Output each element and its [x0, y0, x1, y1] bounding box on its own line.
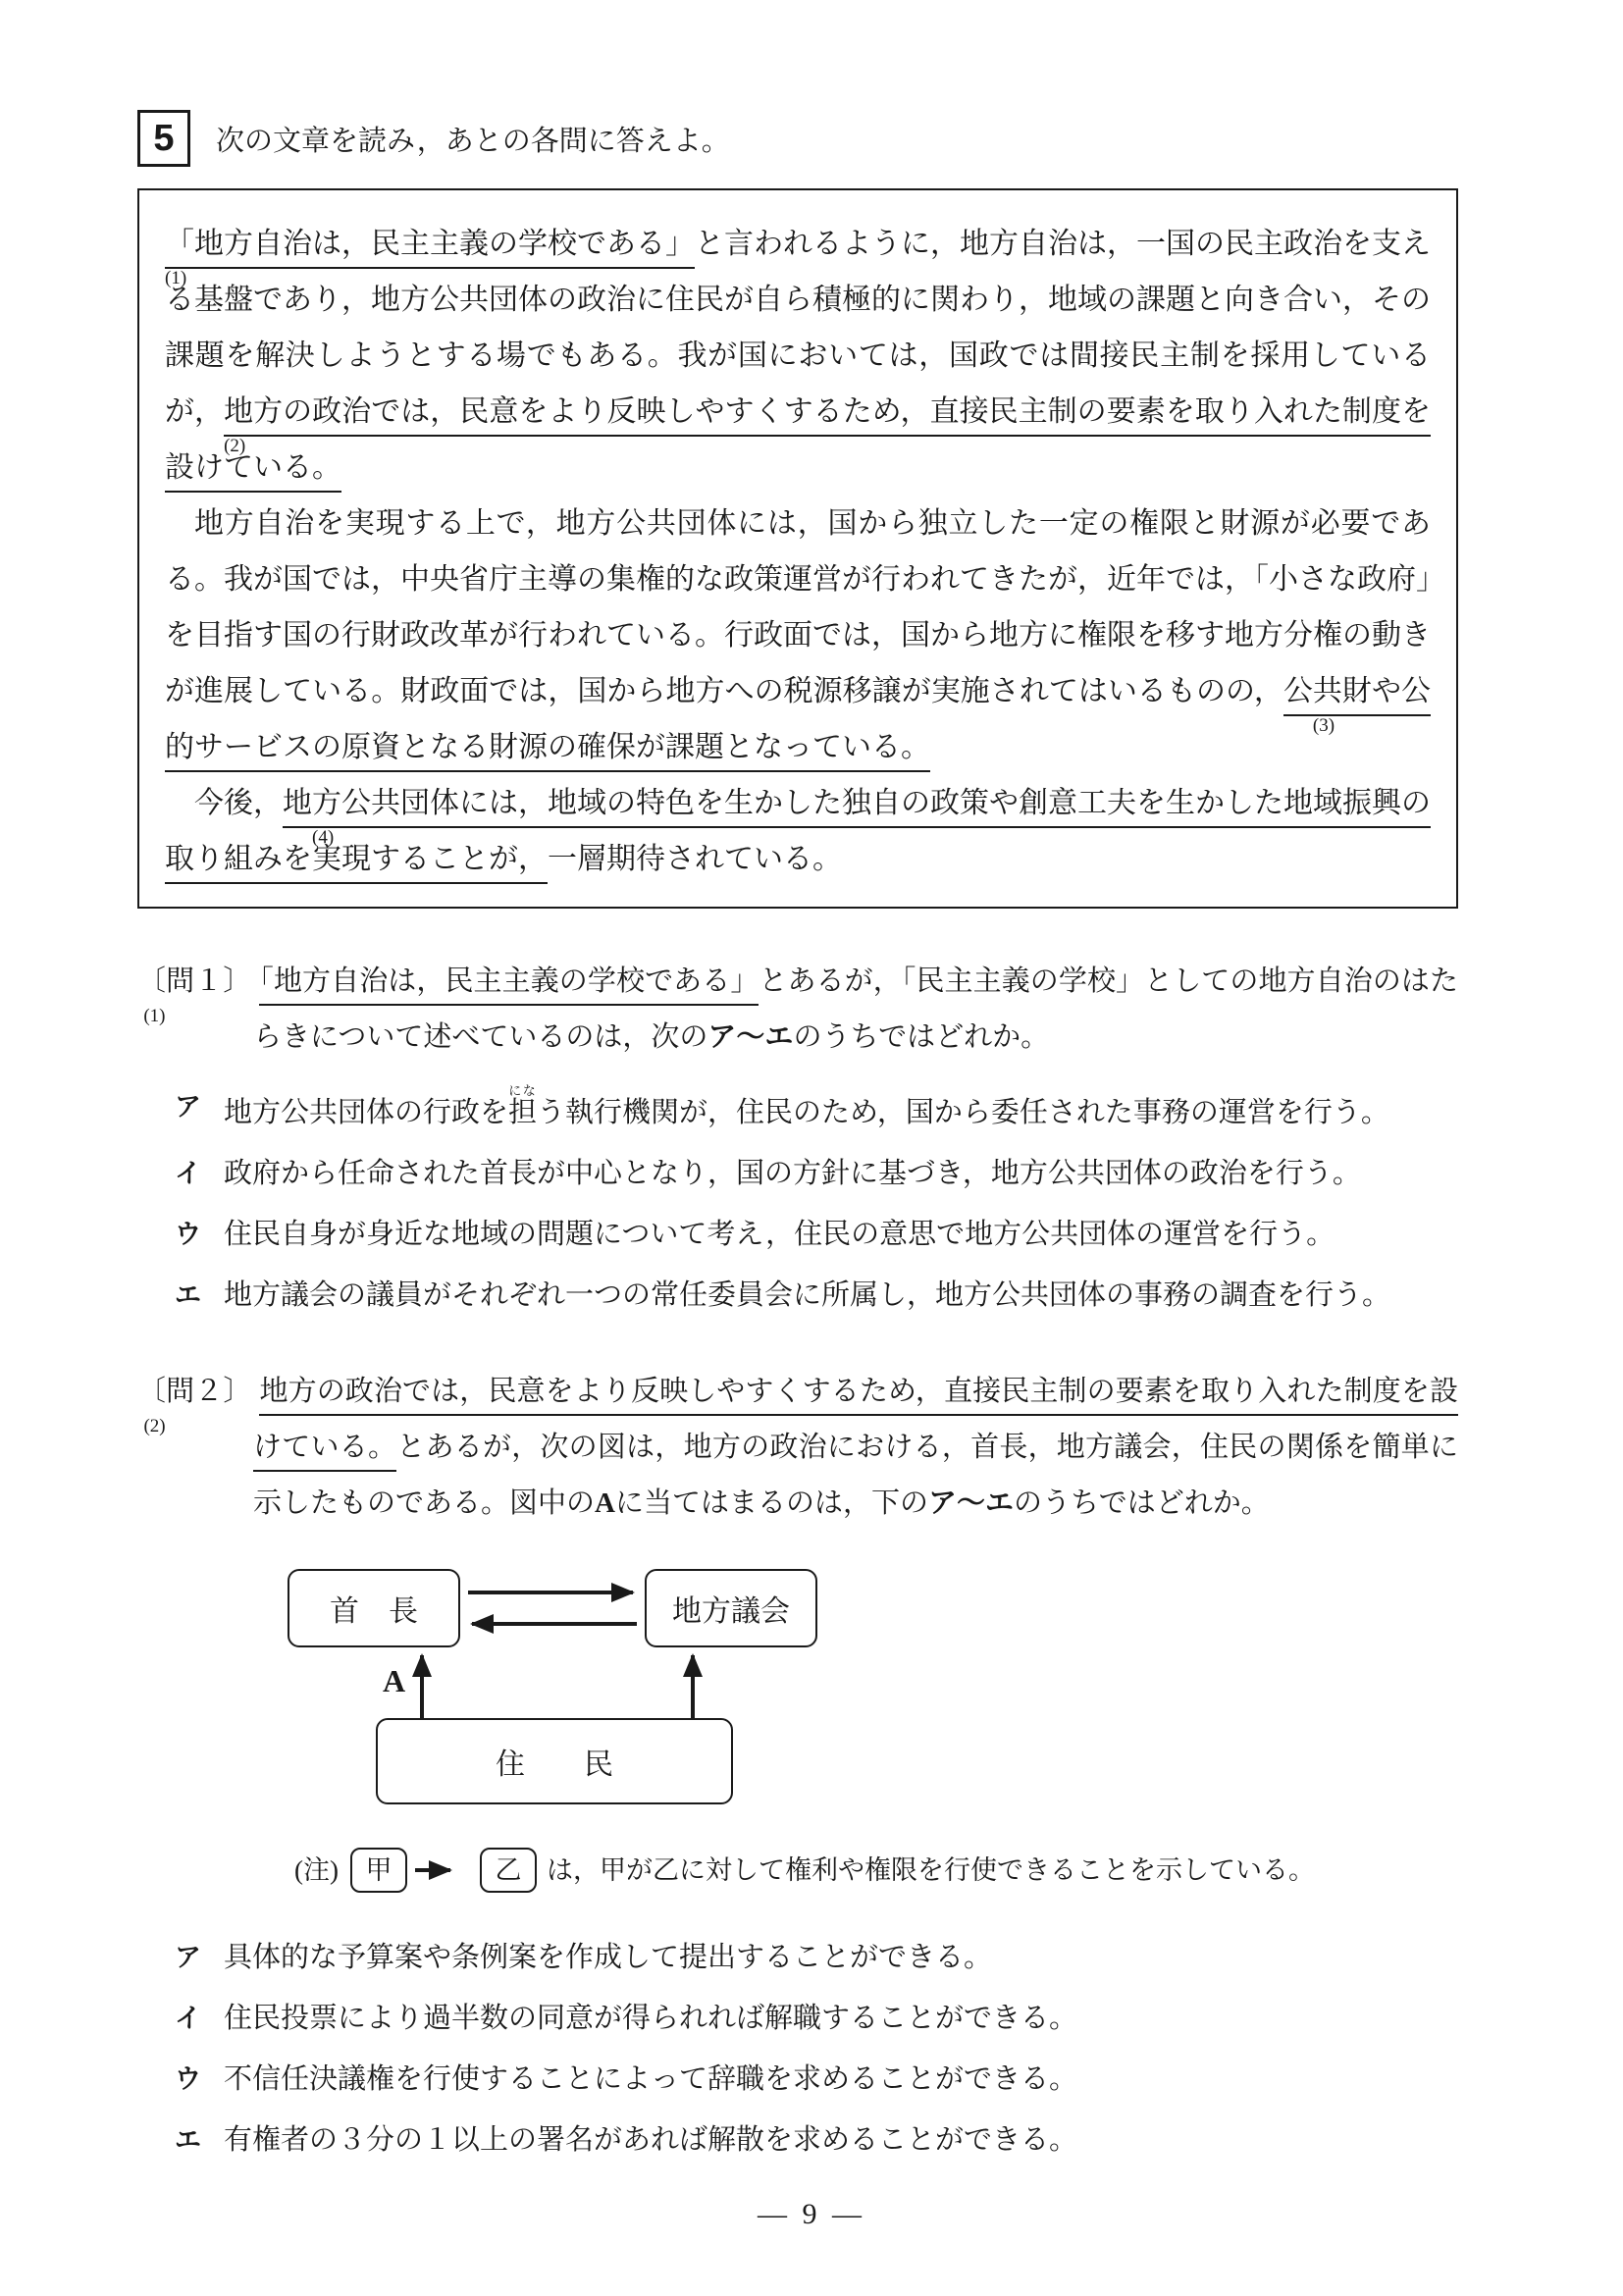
option-text-pre: 地方公共団体の行政を	[224, 1097, 509, 1128]
ref-marker-2: (2)	[224, 436, 246, 456]
underlined-phrase-1	[165, 228, 695, 288]
kou-box: 甲	[350, 1848, 407, 1893]
option-text	[224, 1083, 1458, 1136]
passage-text: 一層期待されている。	[548, 843, 842, 875]
underlined-text-3: 公共財や公的サービスの原資となる財源の確保が課題となっている。	[165, 675, 1431, 763]
question-1-text: とあるが，「民主主義の学校」としての地方自治のはたらきについて述べているのは，次の	[253, 965, 1458, 1053]
assembly-box: 地方議会	[645, 1569, 817, 1647]
question-2-text: とあるが，次の図は，地方の政治における，首長，地方議会，住民の関係を簡単に示したものである。図中の	[253, 1432, 1458, 1519]
ruby-annotation	[508, 1083, 538, 1128]
question-1	[137, 954, 1458, 1319]
question-2-choices-range: ア～エ	[927, 1487, 1014, 1519]
note-text: は，甲が乙に対して権利や権限を行使できることを示している。	[546, 1854, 1315, 1885]
option-row-q2-e	[137, 2116, 1458, 2164]
ref-marker-4: (4)	[312, 827, 335, 848]
chief-box: 首 長	[288, 1569, 460, 1647]
option-letter: イ	[175, 2004, 201, 2033]
passage-text: と言われるように，地方自治は，一国の民主政治を支える基盤であり，地方公共団体の政治に住民が自ら積極的に関わり，地域の課題と向き合い，その課題を解決しようとする場でもある。我が国においては，国政では間接民主制を採用しているが，	[165, 228, 1431, 428]
option-letter: ア	[175, 1943, 201, 1972]
question-2-label: 〔問２〕	[137, 1376, 252, 1407]
section-number-box: 5	[137, 110, 190, 167]
label-A: A	[383, 1663, 406, 1698]
question-1-choices-range: ア～エ	[707, 1021, 794, 1053]
option-row-q2-i	[137, 1995, 1458, 2042]
option-row-q1-a	[137, 1083, 1458, 1136]
option-letter: ウ	[175, 2064, 201, 2094]
question-2	[137, 1364, 1458, 2164]
question-1-text: のうちではどれか。	[793, 1021, 1050, 1053]
question-1-quote-underline: (1) 「地方自治は，民主主義の学校である」	[143, 965, 759, 1026]
option-letter: ウ	[175, 1220, 201, 1249]
question-1-label: 〔問１〕	[137, 965, 252, 997]
right-arrow-icon	[413, 1859, 474, 1881]
note-label: (注)	[294, 1854, 339, 1885]
passage-paragraph-1	[165, 216, 1431, 496]
option-letter: エ	[175, 1280, 201, 1310]
question-2-text: に当てはまるのは，下の	[614, 1487, 928, 1519]
passage-text: 今後，	[194, 787, 283, 819]
passage-paragraph-2	[165, 496, 1431, 775]
option-row-q2-a	[137, 1934, 1458, 1981]
ref-marker-1: (1)	[165, 268, 187, 288]
option-text: 住民投票により過半数の同意が得られれば解職することができる。	[224, 2003, 1078, 2034]
ref-marker-3: (3)	[1312, 715, 1335, 736]
question-2-quote: 地方の政治では，民意をより反映しやすくするため，直接民主制の要素を取り入れた制度を設けている。	[253, 1376, 1458, 1463]
section-header	[137, 110, 1458, 167]
option-text: 具体的な予算案や条例案を作成して提出することができる。	[224, 1942, 993, 1973]
relationship-diagram	[137, 1563, 1458, 1812]
option-letter: イ	[175, 1159, 201, 1188]
option-text: 地方議会の議員がそれぞれ一つの常任委員会に所属し，地方公共団体の事務の調査を行う。	[224, 1279, 1391, 1311]
option-row-q1-u	[137, 1211, 1458, 1258]
question-1-header	[137, 954, 1458, 1066]
page-number: — 9 —	[758, 2198, 865, 2230]
label-A-inline: A	[595, 1487, 615, 1519]
question-2-options	[137, 1934, 1458, 2164]
option-row-q2-u	[137, 2056, 1458, 2103]
passage-text: 地方自治を実現する上で，地方公共団体には，国から独立した一定の権限と財源が必要である。我が国では，中央省庁主導の集権的な政策運営が行われてきたが，近年では，「小さな政府」を目指す国の行財政改革が行われている。行政面では，国から地方に権限を移す地方分権の動きが進展している。財政面では，国から地方への税源移譲が実施されてはいるものの，	[165, 507, 1431, 707]
otsu-box: 乙	[480, 1848, 537, 1893]
underlined-text-2: 地方の政治では，民意をより反映しやすくするため，直接民主制の要素を取り入れた制度を設けている。	[165, 395, 1431, 484]
option-text: 不信任決議権を行使することによって辞職を求めることができる。	[224, 2063, 1078, 2095]
question-1-options	[137, 1083, 1458, 1319]
ruby-base: 担	[508, 1097, 538, 1128]
underlined-text-4: 地方公共団体には，地域の特色を生かした独自の政策や創意工夫を生かした地域振興の取り組みを実現することが，	[165, 787, 1431, 875]
option-text: 住民自身が身近な地域の問題について考え，住民の意思で地方公共団体の運営を行う。	[224, 1219, 1335, 1250]
ruby-furigana: にな	[508, 1083, 538, 1098]
underlined-text-1: 「地方自治は，民主主義の学校である」	[165, 228, 695, 260]
option-row-q1-i	[137, 1150, 1458, 1197]
passage-box	[137, 188, 1458, 909]
question-2-quote-underline: (2) 地方の政治では，民意をより反映しやすくするため，直接民主制の要素を取り入れた制度を設けている。	[253, 1376, 1458, 1472]
underlined-phrase-2	[165, 395, 1431, 493]
question-2-header	[137, 1364, 1458, 1532]
question-1-quote: 「地方自治は，民主主義の学校である」	[259, 965, 759, 997]
option-letter: エ	[175, 2125, 201, 2155]
option-text: 有権者の３分の１以上の署名があれば解散を求めることができる。	[224, 2124, 1078, 2156]
option-text-post: う執行機関が，住民のため，国から委任された事務の運営を行う。	[537, 1097, 1389, 1128]
option-row-q1-e	[137, 1272, 1458, 1319]
question-2-text: のうちではどれか。	[1014, 1487, 1270, 1519]
option-letter: ア	[175, 1092, 201, 1122]
section-instruction: 次の文章を読み，あとの各問に答えよ。	[216, 125, 730, 157]
option-text: 政府から任命された首長が中心となり，国の方針に基づき，地方公共団体の政治を行う。	[224, 1158, 1361, 1189]
residents-box: 住 民	[376, 1718, 733, 1804]
passage-paragraph-3	[165, 775, 1431, 887]
diagram-note	[294, 1848, 1458, 1893]
